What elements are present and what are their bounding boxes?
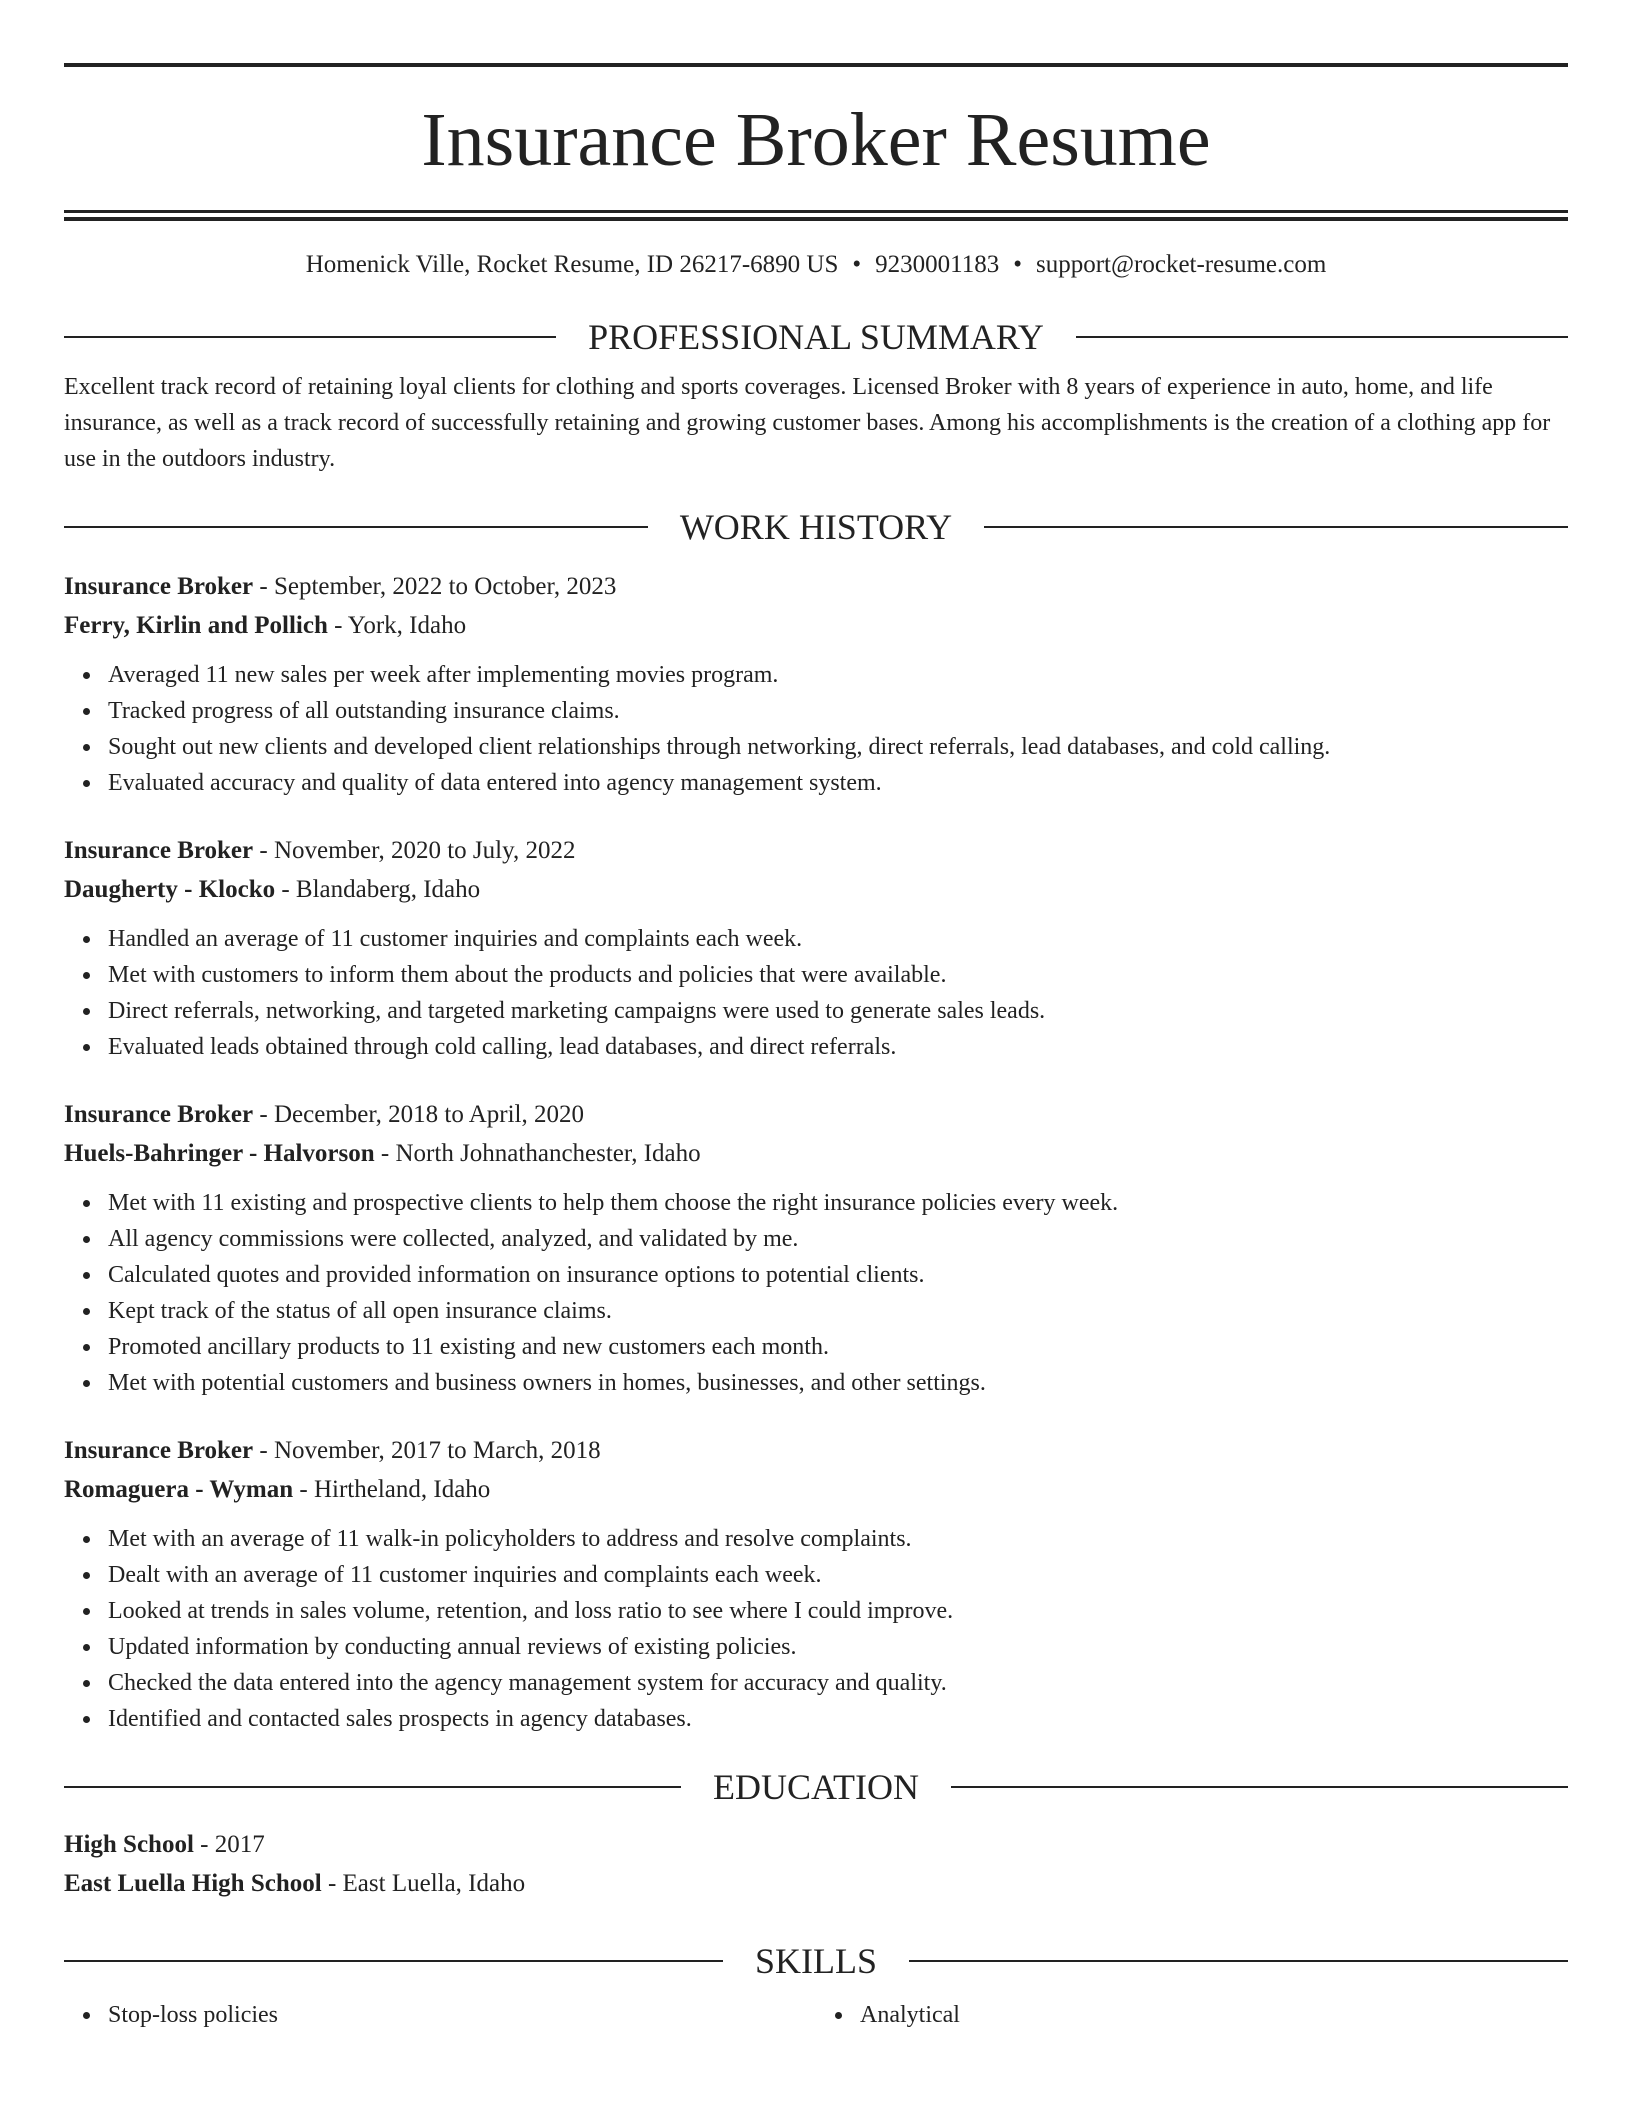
job-bullet: Identified and contacted sales prospects in agency databases.: [108, 1701, 1568, 1737]
job-entry: [64, 1431, 1568, 1737]
job-location: - Blandaberg, Idaho: [275, 876, 481, 903]
contact-separator: •: [852, 251, 862, 278]
job-bullet: Met with 11 existing and prospective clients to help them choose the right insurance policies every week.: [108, 1185, 1568, 1221]
education-year: - 2017: [193, 1831, 265, 1858]
contact-email: support@rocket-resume.com: [1036, 251, 1327, 278]
top-rule: [64, 63, 1568, 67]
job-bullet: Met with potential customers and business owners in homes, businesses, and other settings.: [108, 1365, 1568, 1401]
job-title: Insurance Broker: [64, 573, 254, 600]
job-company: Ferry, Kirlin and Pollich: [64, 612, 328, 639]
education-school-line: [64, 1864, 1568, 1903]
section-heading-summary: [64, 315, 1568, 359]
job-bullets: [64, 1185, 1568, 1401]
contact-address: Homenick Ville, Rocket Resume, ID 26217-6890 US: [305, 251, 839, 278]
education-entry: [64, 1825, 1568, 1903]
job-bullet: Promoted ancillary products to 11 existing and new customers each month.: [108, 1329, 1568, 1365]
job-bullet: Calculated quotes and provided information on insurance options to potential clients.: [108, 1257, 1568, 1293]
summary-text: Excellent track record of retaining loyal clients for clothing and sports coverages. Licensed Broker with 8 years of experience in auto, home, and life insurance, as well as a track record of successfully retaining and growing customer bases. Among his accomplishments is the creation of a clothing app for use in the outdoors industry.: [64, 374, 1551, 472]
job-bullet: Kept track of the status of all open insurance claims.: [108, 1293, 1568, 1329]
job-bullet: Checked the data entered into the agency management system for accuracy and quality.: [108, 1665, 1568, 1701]
skills-column-right: [816, 1997, 1568, 2033]
job-title-line: [64, 567, 1568, 606]
job-bullet: Evaluated accuracy and quality of data entered into agency management system.: [108, 765, 1568, 801]
job-title-line: [64, 831, 1568, 870]
contact-separator: •: [1013, 251, 1022, 278]
education-degree-line: [64, 1825, 1568, 1864]
job-company: Daugherty - Klocko: [64, 876, 276, 903]
heading-rule-right: [951, 1786, 1568, 1788]
job-company: Huels-Bahringer - Halvorson: [64, 1140, 375, 1167]
job-bullet: Direct referrals, networking, and targeted marketing campaigns were used to generate sales leads.: [108, 993, 1568, 1029]
skills-column-left: [64, 1997, 816, 2033]
heading-rule-left: [64, 1786, 681, 1788]
job-title: Insurance Broker: [64, 1437, 254, 1464]
job-bullet: Sought out new clients and developed client relationships through networking, direct referrals, lead databases, and cold calling.: [108, 729, 1568, 765]
job-company-line: [64, 1134, 1568, 1173]
job-location: - North Johnathanchester, Idaho: [374, 1140, 701, 1167]
section-heading-label: EDUCATION: [713, 1767, 919, 1807]
job-entry: [64, 831, 1568, 1065]
section-heading-label: SKILLS: [755, 1941, 878, 1981]
skills-list: [64, 1997, 1568, 2033]
job-location: - York, Idaho: [327, 612, 467, 639]
job-dates: - December, 2018 to April, 2020: [253, 1101, 584, 1128]
contact-line: [64, 249, 1568, 281]
job-bullet: Updated information by conducting annual reviews of existing policies.: [108, 1629, 1568, 1665]
job-title-line: [64, 1095, 1568, 1134]
resume-title: Insurance Broker Resume: [421, 98, 1211, 182]
job-entry: [64, 567, 1568, 801]
job-title: Insurance Broker: [64, 837, 254, 864]
job-location: - Hirtheland, Idaho: [293, 1476, 491, 1503]
heading-rule-left: [64, 526, 648, 528]
job-bullet: Evaluated leads obtained through cold calling, lead databases, and direct referrals.: [108, 1029, 1568, 1065]
heading-rule-right: [1076, 336, 1568, 338]
job-bullet: Tracked progress of all outstanding insurance claims.: [108, 693, 1568, 729]
section-heading-label: PROFESSIONAL SUMMARY: [588, 317, 1044, 357]
job-bullet: Looked at trends in sales volume, retention, and loss ratio to see where I could improve.: [108, 1593, 1568, 1629]
job-title-line: [64, 1431, 1568, 1470]
job-company-line: [64, 1470, 1568, 1509]
job-bullet: Dealt with an average of 11 customer inquiries and complaints each week.: [108, 1557, 1568, 1593]
job-entry: [64, 1095, 1568, 1401]
section-heading-work: [64, 505, 1568, 549]
title-double-rule: [64, 210, 1568, 221]
job-company-line: [64, 870, 1568, 909]
job-bullets: [64, 1521, 1568, 1737]
job-bullet: Averaged 11 new sales per week after implementing movies program.: [108, 657, 1568, 693]
education-degree: High School: [64, 1831, 194, 1858]
heading-rule-right: [984, 526, 1568, 528]
skill-item: Analytical: [860, 1997, 1568, 2033]
job-dates: - November, 2020 to July, 2022: [253, 837, 576, 864]
job-company-line: [64, 606, 1568, 645]
job-title: Insurance Broker: [64, 1101, 254, 1128]
job-bullet: Met with customers to inform them about the products and policies that were available.: [108, 957, 1568, 993]
section-heading-skills: [64, 1939, 1568, 1983]
section-heading-label: WORK HISTORY: [679, 507, 953, 547]
job-company: Romaguera - Wyman: [64, 1476, 294, 1503]
education-school: East Luella High School: [64, 1870, 322, 1897]
education-location: - East Luella, Idaho: [321, 1870, 526, 1897]
job-bullet: Handled an average of 11 customer inquiries and complaints each week.: [108, 921, 1568, 957]
skill-item: Stop-loss policies: [108, 1997, 816, 2033]
contact-phone: 9230001183: [875, 251, 1000, 278]
heading-rule-right: [909, 1960, 1568, 1962]
heading-rule-left: [64, 336, 556, 338]
job-bullet: Met with an average of 11 walk-in policyholders to address and resolve complaints.: [108, 1521, 1568, 1557]
section-heading-education: [64, 1765, 1568, 1809]
heading-rule-left: [64, 1960, 723, 1962]
job-dates: - September, 2022 to October, 2023: [253, 573, 617, 600]
job-bullet: All agency commissions were collected, analyzed, and validated by me.: [108, 1221, 1568, 1257]
job-bullets: [64, 657, 1568, 801]
job-dates: - November, 2017 to March, 2018: [253, 1437, 601, 1464]
job-bullets: [64, 921, 1568, 1065]
